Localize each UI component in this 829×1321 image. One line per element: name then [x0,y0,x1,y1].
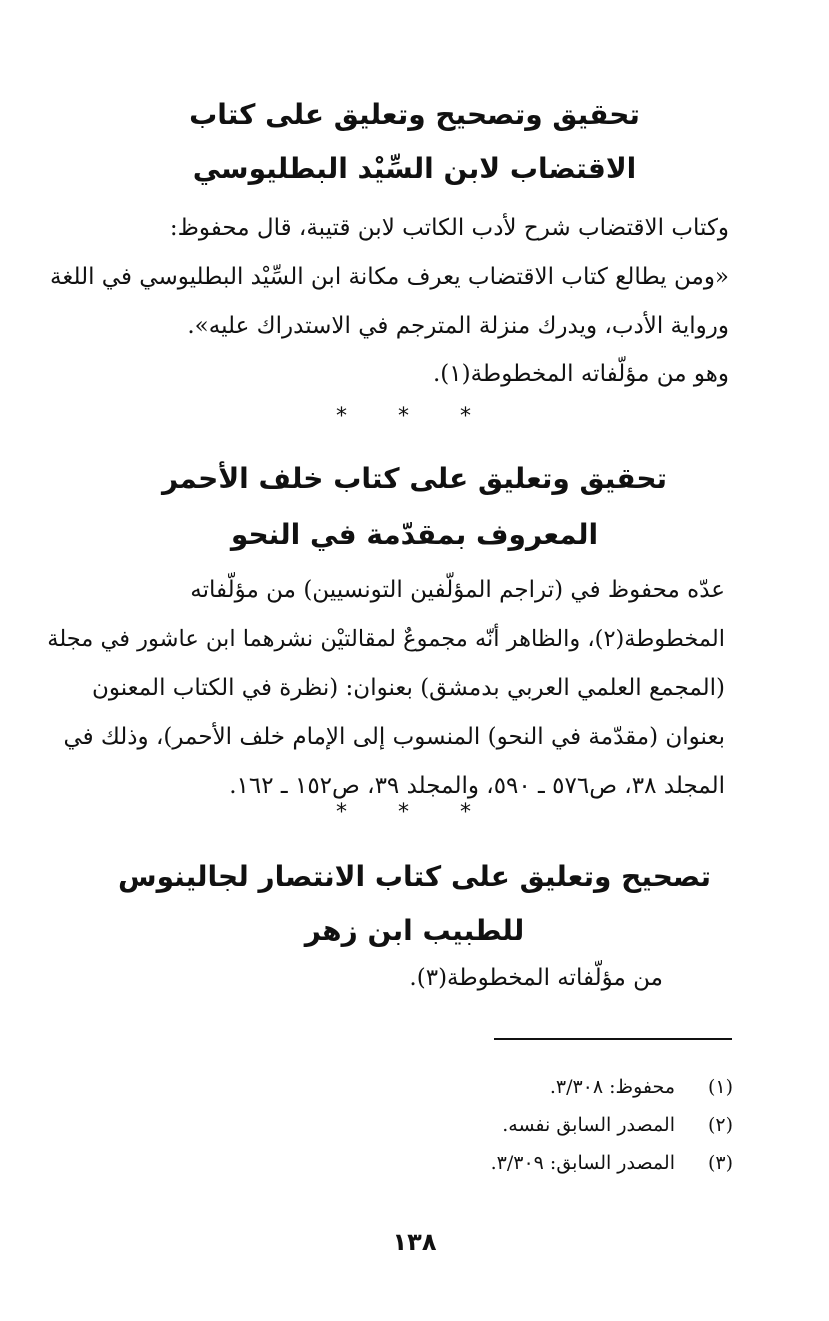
section-2-heading-line-2: المعروف بمقدّمة في النحو [230,518,599,551]
section-2-heading-line-1: تحقيق وتعليق على كتاب خلف الأحمر [161,462,668,495]
footnote [313,1144,733,1182]
footnotes [313,1068,733,1182]
section-3-paragraph-1 [48,954,663,1003]
paragraph-line: بعنوان (مقدّمة في النحو) المنسوب إلى الإمام خلف الأحمر)، وذلك في [63,724,725,750]
section-3-heading-line-1: تصحيح وتعليق على كتاب الانتصار لجالينوس [117,860,712,893]
paragraph-line: وهو من مؤلّفاته المخطوطة(١). [432,361,729,387]
section-1-paragraph-2 [48,350,729,399]
section-3-heading-line-2: للطبيب ابن زهر [304,914,525,947]
paragraph-line: عدّه محفوظ في (تراجم المؤلّفين التونسيين) من مؤلّفاته [190,577,725,603]
footnote [313,1068,733,1106]
footnote-text: المصدر السابق نفسه. [502,1114,675,1136]
paragraph-line: من مؤلّفاته المخطوطة(٣). [409,965,663,991]
footnote-text: محفوظ: ٣/٣٠٨. [549,1076,675,1098]
paragraph-line: المجلد ٣٨، ص٥٧٦ ـ ٥٩٠، والمجلد ٣٩، ص١٥٢ ـ ١٦٢. [229,773,725,799]
paragraph-line: (المجمع العلمي العربي بدمشق) بعنوان: (نظرة في الكتاب المعنون [91,675,725,701]
paragraph-line: ورواية الأدب، ويدرك منزلة المترجم في الاستدراك عليه». [187,313,729,339]
footnote-number: (٢) [707,1114,733,1136]
footnote-divider [494,1038,732,1040]
footnote-number: (٣) [707,1152,733,1174]
page-number: ١٣٨ [392,1228,437,1256]
section-1-heading-line-2: الاقتضاب لابن السِّيْد البطليوسي [192,152,637,185]
paragraph-line: المخطوطة(٢)، والظاهر أنّه مجموعٌ لمقالتيْن نشرهما ابن عاشور في مجلة [47,626,725,652]
footnote-number: (١) [707,1076,733,1098]
section-separator-2: * * * [336,800,493,825]
paragraph-line: وكتاب الاقتضاب شرح لأدب الكاتب لابن قتيبة، قال محفوظ: [169,215,729,241]
section-separator-1: * * * [336,404,493,429]
footnote-text: المصدر السابق: ٣/٣٠٩. [490,1152,675,1174]
section-1-heading-line-1: تحقيق وتصحيح وتعليق على كتاب [189,98,640,131]
paragraph-line: «ومن يطالع كتاب الاقتضاب يعرف مكانة ابن السِّيْد البطليوسي في اللغة [50,264,729,290]
section-2-paragraph-1 [40,566,725,811]
section-1-paragraph-1 [48,204,729,351]
footnote [313,1106,733,1144]
